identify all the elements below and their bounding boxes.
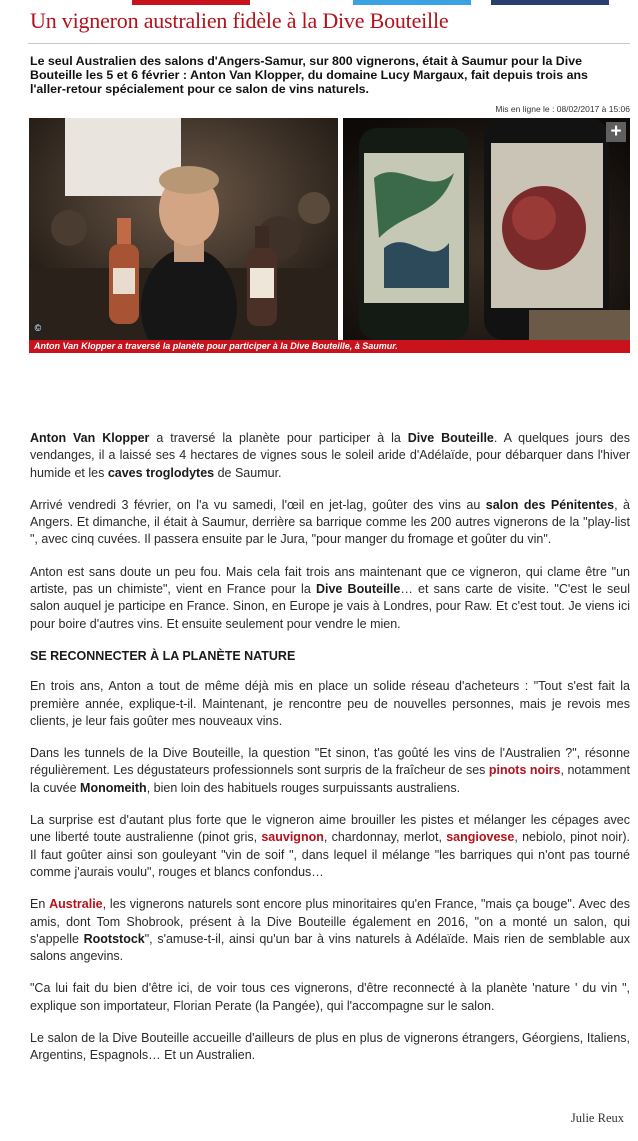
salon-name: salon des Pénitentes — [485, 497, 615, 512]
cuvee-name: Monomeith — [80, 780, 147, 795]
text: … et sans carte de visite. "C'est le seul salon auquel je participe en France. Sinon, en Europe je vais à Londres, pour Raw. Et c'est tout. Je viens ici pour boire d'autres vins. Et ensuite seulement pour vendre le mien. — [30, 582, 630, 631]
text: ", s'amuse-t-il, ainsi qu'un bar à vins naturels à Adélaïde. Mais rien de semblable aux salons angevins. — [30, 931, 630, 964]
text: , les vignerons naturels sont encore plus minoritaires qu'en France, "mais ça bouge". Avec des amis, dont Tom Shobrook, présent à la Dive Bouteille également en 2016, "on a monté un salon, qui s'appelle — [30, 897, 631, 946]
text: En — [30, 897, 50, 912]
text: Arrivé vendredi 3 février, on l'a vu samedi, l'œil en jet-lag, goûter des vins au — [30, 497, 486, 512]
photo-caption-bar — [29, 340, 630, 353]
text: La surprise est d'autant plus forte que le vigneron aime brouiller les pistes et mélanger les cépages avec une liberté toute australienne (pinot gris, — [30, 813, 630, 845]
text: a traversé la planète pour participer à la — [149, 431, 408, 445]
salon-name: Rootstock — [83, 931, 145, 946]
text: , bien loin des habituels rouges surpuissants australiens. — [146, 780, 461, 795]
share-bar-blue[interactable] — [353, 0, 471, 5]
share-bar-red[interactable] — [132, 0, 250, 5]
article-body — [30, 430, 630, 1080]
paragraph-1 — [30, 430, 630, 482]
share-bar-navy[interactable] — [491, 0, 609, 5]
article-lead: Le seul Australien des salons d'Angers-Samur, sur 800 vignerons, était à Saumur pour la Dive Bouteille les 5 et 6 février : Anton Van Klopper, du domaine Lucy Margaux, fait depuis trois ans l'aller-retour spécialement pour ce salon de vins naturels. — [30, 54, 588, 96]
photo-caption: Anton Van Klopper a traversé la planète pour participer à la Dive Bouteille, à Saumur. — [34, 341, 398, 351]
link-sangiovese[interactable]: sangiovese — [446, 830, 515, 845]
text: , nebiolo, pinot noir). Il faut goûter ainsi son gouleyant "vin de soif ", dans lequel il mélange "les barriques qui n'ont pas tourné comme j'aurais voulu", rouges et blancs confondus… — [30, 830, 630, 879]
text: de Saumur. — [214, 465, 282, 480]
article-photo[interactable] — [29, 118, 630, 353]
event-name: Dive Bouteille — [315, 582, 401, 597]
expand-icon[interactable]: + — [606, 122, 626, 142]
author-name: Julie Reux — [570, 1111, 624, 1125]
link-australie[interactable]: Australie — [49, 897, 103, 912]
section-heading: SE RECONNECTER À LA PLANÈTE NATURE — [30, 648, 296, 663]
title-divider — [28, 43, 630, 44]
text: Anton est sans doute un peu fou. Mais cela fait trois ans maintenant que ce vigneron, qui clame être "un artiste, pas un chimiste", vient en France pour la — [30, 564, 630, 597]
paragraph-5 — [30, 745, 630, 797]
paragraph-6 — [30, 812, 630, 881]
paragraph-3 — [30, 564, 630, 633]
text: , chardonnay, merlot, — [323, 830, 447, 845]
text: . A quelques jours des vendanges, il a laissé ses 4 hectares de vignes sous le soleil aride d'Adélaïde, pour débarquer dans l'hiver humide et les — [30, 431, 631, 480]
paragraph-2 — [30, 497, 630, 549]
link-pinots-noirs[interactable]: pinots noirs — [488, 763, 561, 778]
text: Dans les tunnels de la Dive Bouteille, la question "Et sinon, t'as goûté les vins de l'Australien ?", résonne régulièrement. Les dégustateurs professionnels sont surpris de la fraîcheur de ses — [30, 746, 630, 778]
text: , notamment la cuvée — [30, 763, 630, 795]
share-bars — [0, 0, 638, 6]
text: , à Angers. Et dimanche, il était à Saumur, derrière sa barrique comme les 200 autres vignerons de la "play-list ", avec cinq cuvées. Il passera ensuite par le Jura, "pour manger du fromage et goûter du vin". — [30, 497, 630, 547]
link-sauvignon[interactable]: sauvignon — [261, 830, 324, 845]
copyright-icon: © — [32, 322, 44, 334]
person-name: Anton Van Klopper — [30, 431, 150, 445]
paragraph-4: En trois ans, Anton a tout de même déjà mis en place un solide réseau d'acheteurs : "Tout s'est fait la première année, explique-t-il. Maintenant, je rencontre peu de nouvelles personnes, mais je revois mes clients, je leur fais goûter mes nouveaux vins. — [30, 679, 630, 728]
paragraph-9: Le salon de la Dive Bouteille accueille d'ailleurs de plus en plus de vignerons étrangers, Géorgiens, Italiens, Argentins, Espagnols… Et un Australien. — [30, 1031, 630, 1063]
paragraph-7 — [30, 896, 630, 965]
article-title: Un vigneron australien fidèle à la Dive Bouteille — [30, 8, 449, 33]
photo-illustration — [29, 118, 630, 340]
publish-date: Mis en ligne le : 08/02/2017 à 15:06 — [495, 104, 630, 114]
event-name: Dive Bouteille — [407, 431, 494, 445]
place-name: caves troglodytes — [107, 465, 215, 480]
paragraph-8: "Ca lui fait du bien d'être ici, de voir tous ces vignerons, d'être reconnecté à la planète 'nature ' du vin ", explique son importateur, Florian Perate (la Pangée), qui l'accompagne sur le salon. — [30, 981, 630, 1013]
